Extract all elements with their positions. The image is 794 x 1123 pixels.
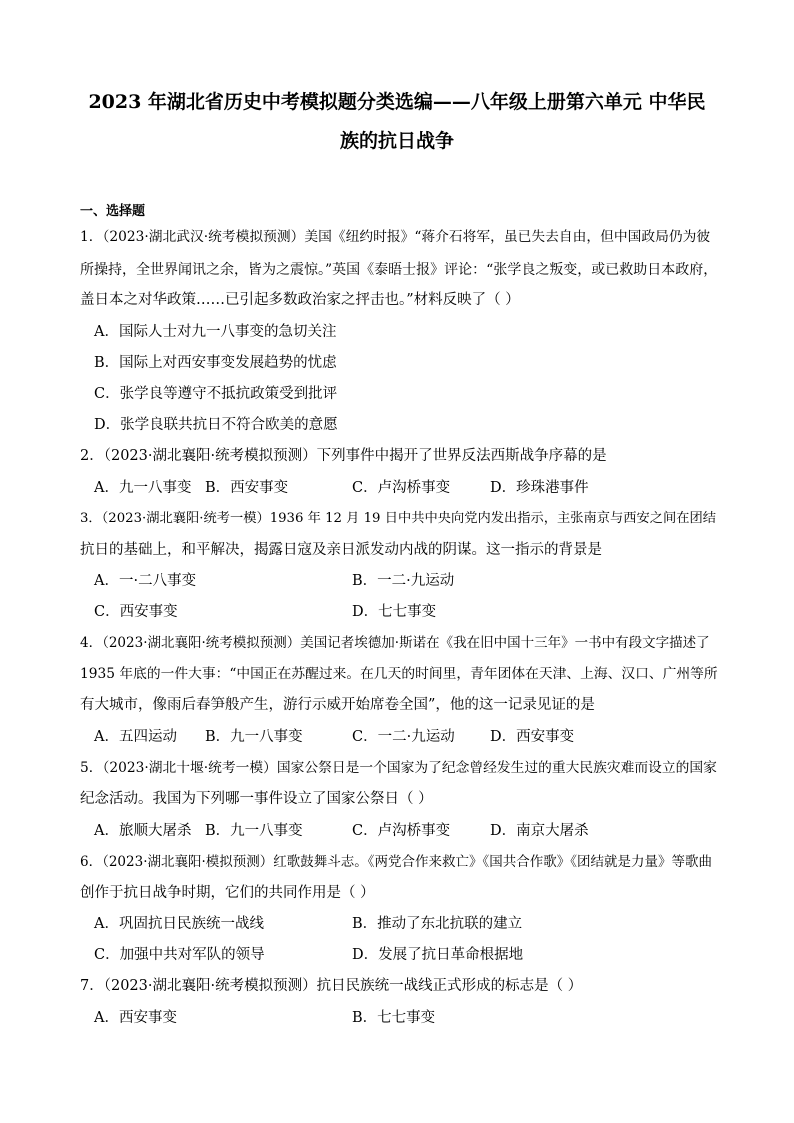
question-text: 7．（2023·湖北襄阳·统考模拟预测）抗日民族统一战线正式形成的标志是（ ） (80, 978, 583, 994)
option-b: B．九一八事变 (205, 823, 303, 839)
option-b: B．一二·九运动 (352, 573, 455, 589)
section-heading: 一、选择题 (80, 204, 146, 219)
question-text: 1935 年底的一件大事：“中国正在苏醒过来。在几天的时间里，青年团体在天津、上海、汉口、广州等所 (80, 666, 718, 682)
question-text: 1．（2023·湖北武汉·统考模拟预测）美国《纽约时报》“蒋介石将军，虽已失去自由，但中国政局仍为彼 (80, 229, 711, 245)
option-c: C．加强中共对军队的领导 (94, 947, 265, 963)
option-a: A．巩固抗日民族统一战线 (94, 916, 264, 932)
option-a: A．国际人士对九一八事变的急切关注 (94, 324, 337, 340)
option-c: C．西安事变 (94, 604, 178, 620)
option-c: C．一二·九运动 (352, 729, 455, 745)
option-b: B．九一八事变 (205, 729, 303, 745)
question-text: 2．（2023·湖北襄阳·统考模拟预测）下列事件中揭开了世界反法西斯战争序幕的是 (80, 448, 607, 464)
option-b: B．国际上对西安事变发展趋势的忧虑 (94, 355, 337, 371)
option-b: B．七七事变 (352, 1010, 436, 1026)
document-title-line-1: 2023 年湖北省历史中考模拟题分类选编——八年级上册第六单元 中华民 (88, 91, 706, 113)
option-b: B．西安事变 (205, 480, 289, 496)
option-c: C．卢沟桥事变 (352, 480, 451, 496)
question-text: 创作于抗日战争时期，它们的共同作用是（ ） (80, 885, 375, 901)
option-d: D．七七事变 (352, 604, 437, 620)
question-text: 有大城市，像雨后春笋般产生，游行示威开始席卷全国”，他的这一记录见证的是 (80, 697, 595, 713)
option-c: C．张学良等遵守不抵抗政策受到批评 (94, 386, 338, 402)
option-c: C．卢沟桥事变 (352, 823, 451, 839)
option-d: D．张学良联共抗日不符合欧美的意愿 (94, 417, 338, 433)
option-a: A．一·二八事变 (94, 573, 197, 589)
option-d: D．珍珠港事件 (490, 480, 589, 496)
option-a: A．九一八事变 (94, 480, 192, 496)
option-a: A．西安事变 (94, 1010, 177, 1026)
question-text: 抗日的基础上，和平解决，揭露日寇及亲日派发动内战的阴谋。这一指示的背景是 (80, 542, 602, 558)
option-a: A．五四运动 (94, 729, 177, 745)
document-title-line-2: 族的抗日战争 (339, 130, 454, 152)
question-text: 6．（2023·湖北襄阳·模拟预测）红歌鼓舞斗志。《两党合作来救亡》《国共合作歌》《团结就是力量》等歌曲 (80, 854, 713, 870)
option-d: D．西安事变 (490, 729, 575, 745)
question-text: 4．（2023·湖北襄阳·统考模拟预测）美国记者埃德加·斯诺在《我在旧中国十三年》一书中有段文字描述了 (80, 635, 710, 651)
question-text: 所操持，全世界闻讯之余，皆为之震惊。”英国《泰晤士报》评论：“张学良之叛变，或已救助日本政府， (80, 262, 718, 278)
option-d: D．发展了抗日革命根据地 (352, 947, 524, 963)
question-text: 盖日本之对华政策……已引起多数政治家之抨击也。”材料反映了（ ） (80, 292, 520, 308)
question-text: 3．（2023·湖北襄阳·统考一模）1936 年 12 月 19 日中共中央向党内发出指示，主张南京与西安之间在团结 (80, 511, 716, 526)
option-b: B．推动了东北抗联的建立 (352, 916, 523, 932)
option-a: A．旅顺大屠杀 (94, 823, 192, 839)
question-text: 5．（2023·湖北十堰·统考一模）国家公祭日是一个国家为了纪念曾经发生过的重大民族灾难而设立的国家 (80, 760, 717, 776)
option-d: D．南京大屠杀 (490, 823, 589, 839)
question-text: 纪念活动。我国为下列哪一事件设立了国家公祭日（ ） (80, 791, 433, 807)
